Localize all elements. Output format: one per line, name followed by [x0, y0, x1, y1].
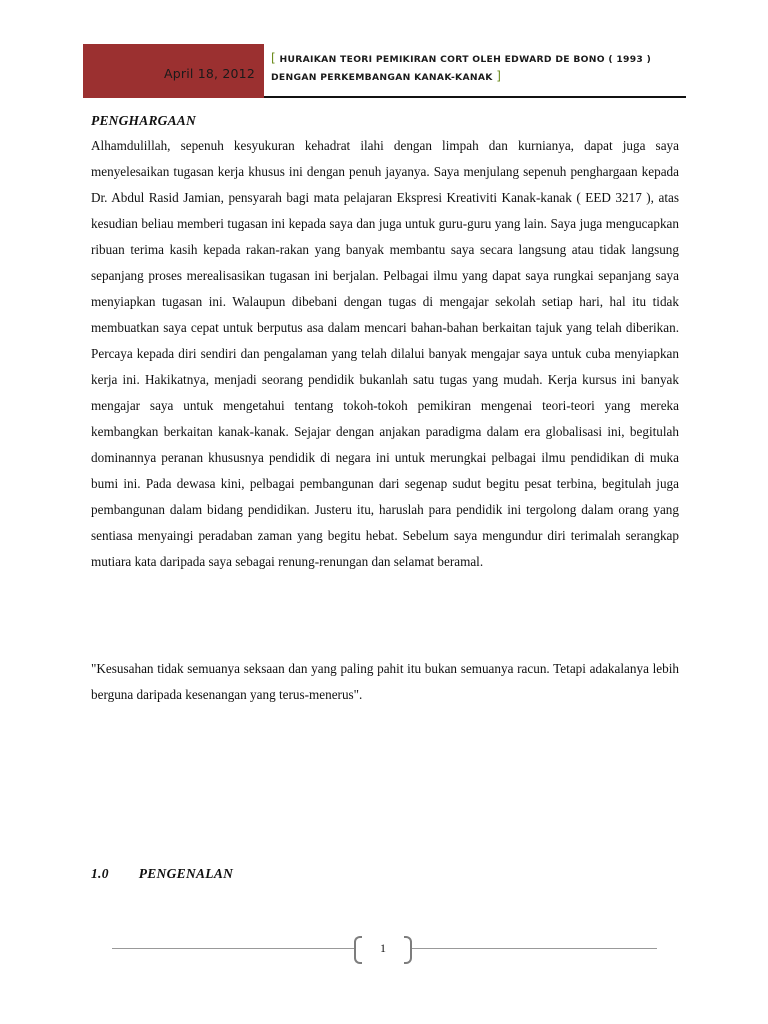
title-close-bracket: ]	[496, 69, 502, 83]
acknowledgement-section	[91, 113, 679, 575]
section-number: 1.0	[91, 866, 109, 881]
header-rule	[264, 96, 686, 98]
footer-rule-left	[112, 948, 355, 949]
acknowledgement-heading: PENGHARGAAN	[91, 113, 196, 128]
section-title: PENGENALAN	[138, 866, 234, 881]
header-title	[271, 50, 691, 86]
page-number: 1	[380, 941, 386, 955]
footer-rule-right	[412, 948, 657, 949]
section-heading	[91, 866, 233, 882]
acknowledgement-body: Alhamdulillah, sepenuh kesyukuran kehadrat ilahi dengan limpah dan kurnianya, dapat juga saya menyelesaikan tugasan kerja khusus ini dengan penuh jayanya. Saya menjulang sepenuh penghargaan kepada Dr. Abdul Rasid Jamian, pensyarah bagi mata pelajaran Ekspresi Kreativiti Kanak-kanak ( EED 3217 ), atas kesudian beliau memberi tugasan ini kepada saya dan juga untuk guru-guru yang lain. Saya juga mengucapkan ribuan terima kasih kepada rakan-rakan yang banyak membantu saya secara langsung atau tidak langsung sepanjang proses merealisasikan tugasan ini berjalan. Pelbagai ilmu yang dapat saya rungkai sepanjang saya menyiapkan tugasan ini. Walaupun dibebani dengan tugas di mengajar sekolah setiap hari, hal itu tidak membuatkan saya cepat untuk berputus asa dalam mencari bahan-bahan berkaitan tajuk yang telah diberikan. Percaya kepada diri sendiri dan pengalaman yang telah dilalui banyak mengajar saya untuk cuba menyiapkan kerja ini. Hakikatnya, menjadi seorang pendidik bukanlah satu tugas yang mudah. Kerja kursus ini banyak mengajar saya untuk mengetahui tentang tokoh-tokoh pemikiran mengenai teori-teori yang mereka kembangkan berkaitan kanak-kanak. Sejajar dengan anjakan paradigma dalam era globalisasi ini, begitulah dominannya peranan khususnya pendidik di negara ini untuk merungkai pelbagai ilmu pendidikan di muka bumi ini. Pada dewasa kini, pelbagai pembangunan dari segenap sudut begitu pesat terbina, begitulah juga pembangunan dalam bidang pendidikan. Justeru itu, haruslah para pendidik ini tergolong dalam orang yang sentiasa menyaingi peradaban zaman yang begitu hebat. Sebelum saya mengundur diri terimalah serangkap mutiara kata daripada saya sebagai renung-renungan dan selamat beramal.	[91, 138, 679, 569]
title-open-bracket: [	[271, 51, 276, 65]
header-date-block	[83, 44, 264, 98]
header-date: April 18, 2012	[163, 66, 255, 81]
closing-quote: "Kesusahan tidak semuanya seksaan dan yang paling pahit itu bukan semuanya racun. Tetapi adakalanya lebih berguna daripada kesenangan yang terus-menerus".	[91, 661, 679, 702]
document-title: HURAIKAN TEORI PEMIKIRAN CORT OLEH EDWARD DE BONO ( 1993 ) DENGAN PERKEMBANGAN KANAK-KANAK	[271, 54, 652, 83]
page-number-box	[354, 936, 412, 962]
